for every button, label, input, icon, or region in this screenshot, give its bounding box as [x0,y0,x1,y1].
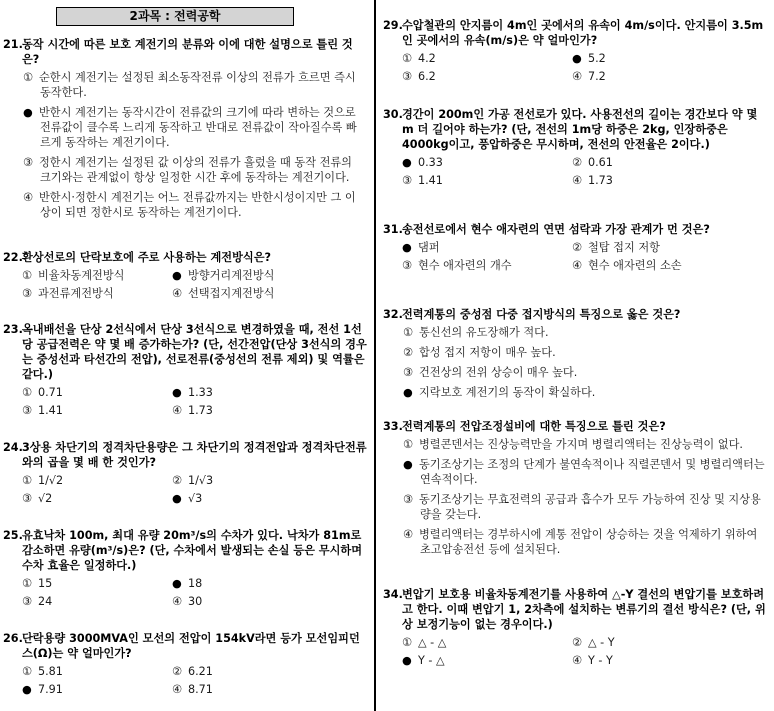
option-marker: ④ [572,654,583,667]
option-marker: ③ [22,287,33,300]
option-marker: ④ [172,404,183,417]
option-text: 15 [38,577,53,590]
option-text: △ - △ [418,636,447,649]
question-stem [0,440,372,470]
option-text: Y - △ [418,654,445,667]
option-text: 현수 애자련의 개수 [418,259,512,272]
question-stem [380,419,774,434]
options-grid [0,385,372,418]
selected-answer-marker: ● [403,458,413,471]
question-stem [380,18,774,48]
question-34 [380,587,774,668]
question-31 [380,222,774,273]
option-text: √2 [38,492,53,505]
option-1[interactable] [402,155,572,170]
option-2[interactable] [172,576,322,591]
question-stem [0,250,372,265]
question-30 [380,107,774,188]
question-stem [380,222,774,237]
question-stem [0,631,372,661]
option-text: 병렬콘덴서는 진상능력만을 가지며 병렬리액터는 진상능력이 없다. [419,438,743,451]
option-marker: ④ [172,683,183,696]
question-text: 환상선로의 단락보호에 주로 사용하는 계전방식은? [22,251,272,264]
question-text: 옥내배선을 단상 2선식에서 단상 3선식으로 변경하였을 때, 전선 1선당 공급전력은 약 몇 배 증가하는가? (단, 선간전압(단상 3선식의 경우는 중성선과 타선간의 전압), 선로전류(중성선의 전류 제외) 및 역률은 같다.) [22,323,367,381]
selected-answer-marker: ● [402,654,412,667]
question-29 [380,18,774,84]
option-4[interactable] [172,594,322,609]
options-grid [380,635,774,668]
option-marker: ④ [572,70,583,83]
options-grid [380,155,774,188]
question-text: 경간이 200m인 가공 전선로가 있다. 사용전선의 길이는 경간보다 약 몇 m 더 길어야 하는가? (단, 전선의 1m당 하중은 2kg, 인장하중은 4000kg이고, 풍압하중은 무시하며, 전선의 안전율은 2이다.) [402,108,758,151]
option-marker: ③ [23,156,34,169]
option-marker: ① [23,71,34,84]
option-text: 18 [188,577,203,590]
option-3[interactable] [22,491,172,506]
option-text: 정한시 계전기는 설정된 값 이상의 전류가 흘렀을 때 동작 전류의 크기와는 관계없이 항상 일정한 시간 후에 동작하는 계전기이다. [39,156,352,184]
question-22 [0,250,372,301]
option-marker: ③ [22,595,33,608]
question-21 [0,37,372,220]
option-1[interactable] [22,664,172,679]
selected-answer-marker: ● [403,386,413,399]
options-grid [380,240,774,273]
selected-answer-marker: ● [172,269,182,282]
option-2[interactable] [380,345,774,360]
question-text: 수압철관의 안지름이 4m인 곳에서의 유속이 4m/s이다. 안지름이 3.5m인 곳에서의 유속(m/s)은 약 얼마인가? [402,19,764,47]
option-text: 1.41 [38,404,63,417]
option-text: 0.33 [418,156,443,169]
option-marker: ③ [22,492,33,505]
option-text: 0.71 [38,386,63,399]
option-marker: ④ [172,595,183,608]
option-1[interactable] [402,51,572,66]
option-2[interactable] [0,105,372,150]
option-3[interactable] [0,155,372,185]
question-stem [380,307,774,322]
question-text: 송전선로에서 현수 애자련의 연면 섬락과 가장 관계가 먼 것은? [402,223,710,236]
option-2[interactable] [172,664,322,679]
option-text: 8.71 [188,683,213,696]
option-marker: ③ [22,404,33,417]
question-number: 34. [383,588,403,601]
option-text: 1.73 [188,404,213,417]
option-text: 1.33 [188,386,213,399]
option-marker: ① [22,269,33,282]
option-marker: ① [22,474,33,487]
question-number: 29. [383,19,403,32]
option-text: 1.73 [588,174,613,187]
option-2[interactable] [572,240,742,255]
option-4[interactable] [0,190,372,220]
option-1[interactable] [22,268,172,283]
option-marker: ② [572,636,583,649]
option-2[interactable] [172,385,322,400]
question-text: 전력계통의 전압조정설비에 대한 특징으로 틀린 것은? [402,420,666,433]
option-text: 댐퍼 [418,241,440,254]
option-text: △ - Y [588,636,615,649]
option-text: 5.81 [38,665,63,678]
option-3[interactable] [402,69,572,84]
option-text: 7.2 [588,70,606,83]
option-text: 동기조상기는 무효전력의 공급과 흡수가 모두 가능하여 진상 및 지상용량을 갖는다. [419,493,761,521]
option-4[interactable] [572,173,742,188]
options-list [0,70,372,220]
option-1[interactable] [22,473,172,488]
selected-answer-marker: ● [22,683,32,696]
question-25 [0,528,372,609]
option-text: 0.61 [588,156,613,169]
option-4[interactable] [572,69,742,84]
option-2[interactable] [572,635,742,650]
question-32 [380,307,774,400]
option-text: 방향거리계전방식 [188,269,275,282]
selected-answer-marker: ● [23,106,33,119]
option-1[interactable] [380,325,774,340]
option-2[interactable] [172,473,322,488]
option-text: 과전류계전방식 [38,287,114,300]
question-26 [0,631,372,697]
option-3[interactable] [22,594,172,609]
question-number: 30. [383,108,403,121]
question-stem [380,587,774,632]
question-number: 31. [383,223,403,236]
option-text: 순한시 계전기는 설정된 최소동작전류 이상의 전류가 흐르면 즉시 동작한다. [39,71,356,99]
option-1[interactable] [402,240,572,255]
option-marker: ④ [23,191,34,204]
option-text: √3 [188,492,203,505]
question-text: 전력계통의 중성점 다중 접지방식의 특징으로 옳은 것은? [402,308,681,321]
option-marker: ④ [403,528,414,541]
option-4[interactable] [572,258,742,273]
option-text: 철탑 접지 저항 [588,241,660,254]
option-marker: ① [403,438,414,451]
option-text: 4.2 [418,52,436,65]
option-text: 7.91 [38,683,63,696]
option-3[interactable] [380,492,774,522]
option-marker: ② [403,346,414,359]
options-grid [380,51,774,84]
question-text: 단락용량 3000MVA인 모선의 전압이 154kV라면 등가 모선임피던스(Ω)는 약 얼마인가? [22,632,360,660]
option-1[interactable] [22,576,172,591]
question-text: 변압기 보호용 비율차동계전기를 사용하여 △-Y 결선의 변압기를 보호하려고 한다. 이때 변압기 1, 2차측에 설치하는 변류기의 결선 방식은? (단, 위상 보정기능이 없는 경우이다.) [402,588,766,631]
option-marker: ① [403,326,414,339]
option-3[interactable] [22,403,172,418]
option-text: 1.41 [418,174,443,187]
option-marker: ② [572,156,583,169]
selected-answer-marker: ● [402,156,412,169]
question-number: 32. [383,308,403,321]
option-3[interactable] [380,365,774,380]
option-2[interactable] [572,51,742,66]
option-marker: ④ [572,259,583,272]
option-marker: ① [402,52,413,65]
left-column [0,0,372,711]
question-text: 유효낙차 100m, 최대 유량 20m³/s의 수차가 있다. 낙차가 81m로 감소하면 유량(m³/s)은? (단, 수차에서 발생되는 손실 등은 무시하며 수차 효율은 일정하다.) [22,529,363,572]
subject-title: 2과목 : 전력공학 [56,7,294,26]
option-marker: ③ [403,366,414,379]
question-number: 26. [3,632,23,645]
options-grid [0,576,372,609]
question-text: 3상용 차단기의 정격차단용량은 그 차단기의 정격전압과 정격차단전류와의 곱을 몇 배 한 것인가? [22,441,367,469]
option-marker: ① [22,665,33,678]
option-marker: ② [172,474,183,487]
option-marker: ① [402,636,413,649]
option-text: 반한시 계전기는 동작시간이 전류값의 크기에 따라 변하는 것으로 전류값이 클수록 느리게 동작하고 반대로 전류값이 작아질수록 빠르게 동작하는 계전기이다. [39,106,357,149]
question-number: 25. [3,529,23,542]
option-marker: ③ [402,259,413,272]
option-marker: ② [172,665,183,678]
question-stem [380,107,774,152]
option-text: 30 [188,595,203,608]
question-33 [380,419,774,557]
selected-answer-marker: ● [572,52,582,65]
option-4[interactable] [172,491,322,506]
question-stem [0,322,372,382]
option-marker: ② [572,241,583,254]
option-1[interactable] [402,635,572,650]
option-text: 동기조상기는 조정의 단계가 불연속적이나 직렬콘덴서 및 병렬리액터는 연속적이다. [419,458,765,486]
option-text: 건전상의 전위 상승이 매우 높다. [419,366,578,379]
option-text: 합성 접지 저항이 매우 높다. [419,346,556,359]
question-stem [0,528,372,573]
option-4[interactable] [380,385,774,400]
option-marker: ① [22,386,33,399]
option-1[interactable] [0,70,372,100]
option-text: Y - Y [588,654,613,667]
options-grid [0,473,372,506]
option-text: 병렬리액터는 경부하시에 계통 전압이 상승하는 것을 억제하기 위하여 초고압송전선 등에 설치된다. [419,528,758,556]
option-4[interactable] [380,527,774,557]
question-number: 23. [3,323,23,336]
question-number: 24. [3,441,23,454]
option-4[interactable] [172,286,322,301]
option-3[interactable] [402,173,572,188]
option-marker: ① [22,577,33,590]
question-number: 33. [383,420,403,433]
option-text: 비율차동계전방식 [38,269,125,282]
options-list [380,325,774,400]
option-4[interactable] [172,403,322,418]
option-text: 5.2 [588,52,606,65]
option-2[interactable] [380,457,774,487]
option-text: 지락보호 계전기의 동작이 확실하다. [419,386,596,399]
option-marker: ③ [402,70,413,83]
option-3[interactable] [402,258,572,273]
option-2[interactable] [572,155,742,170]
option-text: 현수 애자련의 소손 [588,259,682,272]
option-text: 6.21 [188,665,213,678]
right-column [380,0,774,711]
option-text: 반한시·정한시 계전기는 어느 전류값까지는 반한시성이지만 그 이상이 되면 정한시로 동작하는 계전기이다. [39,191,356,219]
option-text: 1/√2 [38,474,64,487]
option-4[interactable] [572,653,742,668]
question-text: 동작 시간에 따른 보호 계전기의 분류와 이에 대한 설명으로 틀린 것은? [22,38,353,66]
option-text: 선택접지계전방식 [188,287,275,300]
selected-answer-marker: ● [402,241,412,254]
option-1[interactable] [22,385,172,400]
question-number: 22. [3,251,23,264]
question-number: 21. [3,38,23,51]
option-2[interactable] [172,268,322,283]
option-4[interactable] [172,682,322,697]
selected-answer-marker: ● [172,386,182,399]
selected-answer-marker: ● [172,492,182,505]
question-24 [0,440,372,506]
option-marker: ③ [403,493,414,506]
option-text: 1/√3 [188,474,214,487]
option-text: 24 [38,595,53,608]
option-text: 6.2 [418,70,436,83]
option-3[interactable] [402,653,572,668]
options-grid [0,664,372,697]
options-grid [0,268,372,301]
question-23 [0,322,372,418]
option-3[interactable] [22,682,172,697]
option-text: 통신선의 유도장해가 적다. [419,326,549,339]
option-marker: ④ [172,287,183,300]
selected-answer-marker: ● [172,577,182,590]
option-marker: ④ [572,174,583,187]
options-list [380,437,774,557]
option-3[interactable] [22,286,172,301]
question-stem [0,37,372,67]
option-1[interactable] [380,437,774,452]
column-divider [374,0,376,711]
option-marker: ③ [402,174,413,187]
